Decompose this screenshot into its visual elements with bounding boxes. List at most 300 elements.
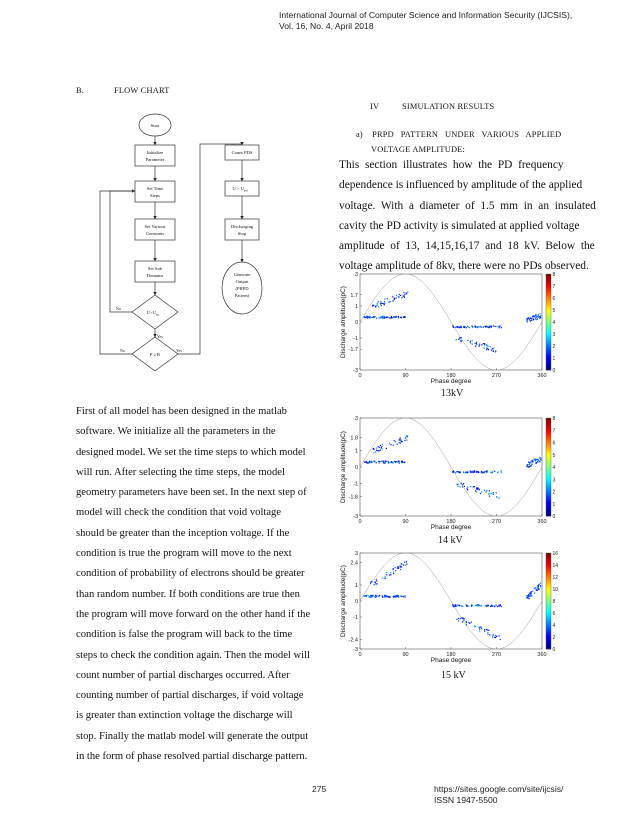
data-point	[493, 325, 494, 326]
data-point	[398, 317, 399, 318]
data-point	[467, 326, 468, 327]
data-point	[501, 327, 502, 328]
data-point	[460, 472, 461, 473]
x-tick-label: 360	[537, 519, 547, 525]
data-point	[399, 439, 400, 440]
data-point	[393, 316, 394, 317]
data-point	[383, 461, 384, 462]
colorbar-tick-label: 1	[552, 356, 556, 362]
data-point	[461, 340, 462, 341]
data-point	[392, 317, 393, 318]
data-point	[489, 490, 490, 491]
colorbar-segment	[546, 494, 551, 497]
data-point	[478, 346, 479, 347]
colorbar-segment	[546, 348, 551, 351]
colorbar-segment	[546, 606, 551, 609]
data-point	[463, 483, 464, 484]
data-point	[535, 460, 536, 461]
data-point	[453, 327, 454, 328]
data-point	[469, 623, 470, 624]
start-label: Start	[150, 123, 160, 128]
data-point	[479, 626, 480, 627]
data-point	[495, 635, 496, 636]
data-point	[385, 462, 386, 463]
data-point	[489, 493, 490, 494]
data-point	[538, 585, 539, 586]
colorbar-tick-label: 7	[552, 284, 556, 290]
data-point	[393, 445, 394, 446]
colorbar-segment	[546, 296, 551, 299]
data-point	[495, 326, 496, 327]
data-point	[462, 606, 463, 607]
colorbar-segment	[546, 305, 551, 308]
data-point	[405, 565, 406, 566]
data-point	[483, 326, 484, 327]
data-point	[532, 591, 533, 592]
data-point	[499, 327, 500, 328]
data-point	[366, 317, 367, 318]
y-tick-label: 1.8	[350, 435, 358, 442]
colorbar-segment	[546, 496, 551, 499]
journal-url[interactable]: https://sites.google.com/site/ijcsis/	[434, 784, 564, 794]
data-point	[467, 489, 468, 490]
section-number: B.	[76, 86, 85, 95]
data-point	[533, 459, 534, 460]
data-point	[399, 294, 400, 295]
colorbar-segment	[546, 591, 551, 594]
data-point	[461, 327, 462, 328]
data-point	[462, 621, 463, 622]
colorbar-tick-label: 5	[552, 308, 556, 314]
data-point	[479, 630, 480, 631]
data-point	[467, 340, 468, 341]
data-point	[537, 318, 538, 319]
data-point	[496, 605, 497, 606]
data-point	[474, 486, 475, 487]
data-point	[405, 437, 406, 438]
colorbar-segment	[546, 344, 551, 347]
colorbar-tick-label: 16	[552, 551, 559, 557]
colorbar-segment	[546, 358, 551, 361]
colorbar-segment	[546, 365, 551, 368]
data-point	[367, 462, 368, 463]
y-tick-label: -3	[353, 514, 358, 520]
data-point	[390, 574, 391, 575]
data-point	[461, 483, 462, 484]
data-point	[366, 461, 367, 462]
colorbar-segment	[546, 482, 551, 485]
data-point	[479, 327, 480, 328]
data-point	[379, 595, 380, 596]
colorbar-segment	[546, 589, 551, 592]
colorbar-segment	[546, 452, 551, 455]
data-point	[475, 605, 476, 606]
colorbar-tick-label: 0	[552, 368, 556, 374]
cond3-label: $U > U_{ext}$	[232, 186, 248, 193]
data-point	[392, 300, 393, 301]
data-point	[369, 461, 370, 462]
colorbar-tick-label: 4	[552, 320, 556, 326]
data-point	[531, 591, 532, 592]
data-point	[500, 639, 501, 640]
colorbar-tick-label: 1	[552, 501, 556, 508]
y-tick-label: 1	[354, 304, 358, 310]
para-line: dependence is influenced by amplitude of the applied	[339, 179, 583, 192]
data-point	[538, 459, 539, 460]
data-point	[535, 589, 536, 590]
data-point	[529, 319, 530, 320]
colorbar-tick-label: 0	[552, 647, 556, 653]
colorbar-segment	[546, 291, 551, 294]
data-point	[397, 444, 398, 445]
data-point	[375, 305, 376, 306]
data-point	[536, 459, 537, 460]
y-tick-label: 3	[354, 416, 358, 422]
colorbar-segment	[546, 601, 551, 604]
data-point	[392, 296, 393, 297]
subsection-title: a) PRPD PATTERN UNDER VARIOUS APPLIED	[356, 130, 562, 139]
data-point	[456, 339, 457, 340]
data-point	[403, 317, 404, 318]
section-title-results: IV SIMULATION RESULTS	[370, 102, 495, 111]
data-point	[488, 605, 489, 606]
data-point	[538, 314, 539, 315]
data-point	[375, 595, 376, 596]
data-point	[382, 596, 383, 597]
data-point	[371, 581, 372, 582]
colorbar-segment	[546, 320, 551, 323]
data-point	[491, 472, 492, 473]
data-point	[456, 605, 457, 606]
data-point	[368, 316, 369, 317]
para-line: geometry parameters have been set. In the next step of	[76, 487, 307, 499]
para-line: amplitude of 13, 14,15,16,17 and 18 kV. Below the	[339, 240, 595, 253]
data-point	[531, 318, 532, 319]
colorbar-segment	[546, 332, 551, 335]
colorbar-segment	[546, 298, 551, 301]
no-label-1: No	[116, 306, 121, 311]
data-point	[400, 565, 401, 566]
data-point	[378, 301, 379, 302]
colorbar-segment	[546, 428, 551, 431]
data-point	[385, 461, 386, 462]
data-point	[499, 635, 500, 636]
data-point	[401, 596, 402, 597]
x-tick-label: 180	[446, 652, 456, 658]
data-point	[498, 497, 499, 498]
y-tick-label: -1	[353, 615, 358, 621]
data-point	[540, 586, 541, 587]
data-point	[481, 344, 482, 345]
colorbar-segment	[546, 618, 551, 621]
data-point	[489, 327, 490, 328]
yes-label-2: Yes	[176, 348, 182, 353]
data-point	[404, 595, 405, 596]
data-point	[399, 462, 400, 463]
data-point	[376, 448, 377, 449]
data-point	[527, 321, 528, 322]
data-point	[369, 317, 370, 318]
colorbar-segment	[546, 489, 551, 492]
data-point	[364, 595, 365, 596]
yes-label-1: Yes	[157, 334, 163, 339]
colorbar-segment	[546, 487, 551, 490]
data-point	[476, 471, 477, 472]
data-point	[486, 349, 487, 350]
data-point	[478, 326, 479, 327]
data-point	[534, 593, 535, 594]
data-point	[375, 581, 376, 582]
colorbar-segment	[546, 553, 551, 556]
data-point	[401, 297, 402, 298]
x-tick-label: 90	[402, 519, 409, 525]
data-point	[396, 295, 397, 296]
data-point	[486, 471, 487, 472]
journal-header	[279, 10, 572, 32]
data-point	[535, 315, 536, 316]
data-point	[476, 487, 477, 488]
y-tick-label: -1	[353, 336, 358, 342]
x-axis-label: Phase degree	[430, 657, 472, 664]
data-point	[384, 316, 385, 317]
data-point	[477, 327, 478, 328]
colorbar-segment	[546, 623, 551, 626]
colorbar-segment	[546, 438, 551, 441]
para-line: is greater than extinction voltage the discharge will	[76, 710, 293, 722]
data-point	[378, 306, 379, 307]
data-point	[404, 297, 405, 298]
data-point	[455, 604, 456, 605]
data-point	[376, 580, 377, 581]
data-point	[484, 629, 485, 630]
data-point	[374, 461, 375, 462]
data-point	[476, 344, 477, 345]
data-point	[455, 327, 456, 328]
colorbar-segment	[546, 594, 551, 597]
data-point	[491, 325, 492, 326]
data-point	[481, 472, 482, 473]
data-point	[501, 606, 502, 607]
data-point	[400, 566, 401, 567]
data-point	[378, 317, 379, 318]
colorbar-segment	[546, 286, 551, 289]
data-point	[400, 442, 401, 443]
colorbar-tick-label: 4	[552, 623, 556, 629]
colorbar-tick-label: 12	[552, 575, 559, 581]
data-point	[469, 327, 470, 328]
data-point	[404, 296, 405, 297]
colorbar-segment	[546, 435, 551, 438]
colorbar-segment	[546, 336, 551, 339]
x-tick-label: 270	[491, 373, 502, 379]
data-point	[536, 319, 537, 320]
y-tick-label: 0	[354, 320, 358, 326]
colorbar-segment	[546, 293, 551, 296]
data-point	[390, 572, 391, 573]
data-point	[452, 325, 453, 326]
data-point	[459, 486, 460, 487]
data-point	[400, 569, 401, 570]
data-point	[388, 597, 389, 598]
data-point	[386, 572, 387, 573]
data-point	[488, 327, 489, 328]
data-point	[495, 351, 496, 352]
data-point	[375, 597, 376, 598]
data-point	[398, 595, 399, 596]
x-tick-label: 270	[491, 652, 502, 658]
data-point	[487, 634, 488, 635]
x-tick-label: 360	[537, 373, 547, 379]
data-point	[493, 348, 494, 349]
colorbar-segment	[546, 327, 551, 330]
data-point	[462, 484, 463, 485]
y-axis-label: Discharge amplitude(pC)	[340, 565, 347, 637]
colorbar-segment	[546, 620, 551, 623]
x-tick-label: 0	[358, 519, 362, 525]
data-point	[536, 317, 537, 318]
data-point	[492, 605, 493, 606]
colorbar-segment	[546, 322, 551, 325]
data-point	[486, 490, 487, 491]
journal-title-line: International Journal of Computer Science and Information Security (IJCSIS),	[279, 10, 573, 20]
data-point	[458, 618, 459, 619]
data-point	[385, 317, 386, 318]
x-axis-label: Phase degree	[430, 524, 472, 531]
colorbar-segment	[546, 420, 551, 423]
y-tick-label: 0	[354, 599, 358, 605]
data-point	[468, 606, 469, 607]
colorbar-segment	[546, 324, 551, 327]
data-point	[454, 606, 455, 607]
data-point	[493, 494, 494, 495]
set-time-label-2: Steps	[150, 193, 160, 198]
data-point	[393, 571, 394, 572]
data-point	[406, 435, 407, 436]
colorbar-segment	[546, 555, 551, 558]
para-line: condition is false the program will back to the time	[76, 629, 293, 641]
data-point	[373, 452, 374, 453]
data-point	[485, 605, 486, 606]
data-point	[534, 588, 535, 589]
footer-links	[434, 784, 563, 806]
colorbar-segment	[546, 579, 551, 582]
data-point	[400, 295, 401, 296]
data-point	[389, 574, 390, 575]
colorbar-segment	[546, 346, 551, 349]
flowchart-diagram	[90, 108, 290, 393]
colorbar-segment	[546, 315, 551, 318]
cond1-label: $U>U_{inc}$	[146, 310, 160, 317]
data-point	[457, 326, 458, 327]
data-point	[533, 316, 534, 317]
data-point	[380, 303, 381, 304]
data-point	[481, 628, 482, 629]
colorbar-segment	[546, 341, 551, 344]
colorbar-segment	[546, 584, 551, 587]
colorbar-segment	[546, 474, 551, 477]
data-point	[380, 317, 381, 318]
caption-15kv: 15 kV	[441, 670, 466, 681]
colorbar-segment	[546, 469, 551, 472]
colorbar-segment	[546, 443, 551, 446]
data-point	[459, 337, 460, 338]
data-point	[394, 596, 395, 597]
data-point	[404, 597, 405, 598]
caption-13kv: 13kV	[441, 388, 464, 399]
colorbar-segment	[546, 450, 551, 453]
data-point	[479, 489, 480, 490]
data-point	[527, 464, 528, 465]
data-point	[459, 605, 460, 606]
data-point	[493, 350, 494, 351]
data-point	[540, 585, 541, 586]
y-tick-label: 0	[354, 465, 358, 471]
colorbar-segment	[546, 356, 551, 359]
x-tick-label: 270	[491, 519, 502, 525]
data-point	[484, 631, 485, 632]
data-point	[385, 595, 386, 596]
colorbar-segment	[546, 625, 551, 628]
x-tick-label: 360	[537, 652, 547, 658]
data-point	[474, 625, 475, 626]
data-point	[475, 326, 476, 327]
data-point	[367, 317, 368, 318]
para-line: the program will move forward on the other hand if the	[76, 608, 311, 620]
data-point	[385, 578, 386, 579]
colorbar-segment	[546, 423, 551, 426]
colorbar-segment	[546, 565, 551, 568]
colorbar-segment	[546, 445, 551, 448]
data-point	[526, 597, 527, 598]
data-point	[484, 344, 485, 345]
data-point	[398, 597, 399, 598]
data-point	[395, 567, 396, 568]
data-point	[390, 444, 391, 445]
data-point	[393, 461, 394, 462]
data-point	[377, 450, 378, 451]
data-point	[498, 605, 499, 606]
colorbar-segment	[546, 575, 551, 578]
initialize-label-1: Initialize	[146, 150, 164, 155]
x-tick-label: 90	[402, 652, 409, 658]
data-point	[391, 316, 392, 317]
set-various-box	[135, 219, 175, 240]
prpd-chart-14kv	[338, 412, 576, 536]
issn: ISSN 1947-5500	[434, 795, 498, 805]
colorbar-segment	[546, 506, 551, 509]
data-point	[479, 344, 480, 345]
data-point	[398, 296, 399, 297]
data-point	[402, 441, 403, 442]
data-point	[488, 494, 489, 495]
colorbar-tick-label: 6	[552, 440, 556, 447]
colorbar-segment	[546, 504, 551, 507]
para-line: than random number. If both conditions are true then	[76, 588, 300, 600]
para-line: condition of probability of electrons should be greater	[76, 568, 305, 580]
data-point	[380, 445, 381, 446]
data-point	[471, 326, 472, 327]
data-point	[396, 316, 397, 317]
data-point	[397, 566, 398, 567]
data-point	[483, 343, 484, 344]
colorbar-segment	[546, 558, 551, 561]
data-point	[404, 562, 405, 563]
data-point	[388, 302, 389, 303]
data-point	[378, 446, 379, 447]
colorbar-segment	[546, 467, 551, 470]
data-point	[395, 462, 396, 463]
data-point	[452, 471, 453, 472]
